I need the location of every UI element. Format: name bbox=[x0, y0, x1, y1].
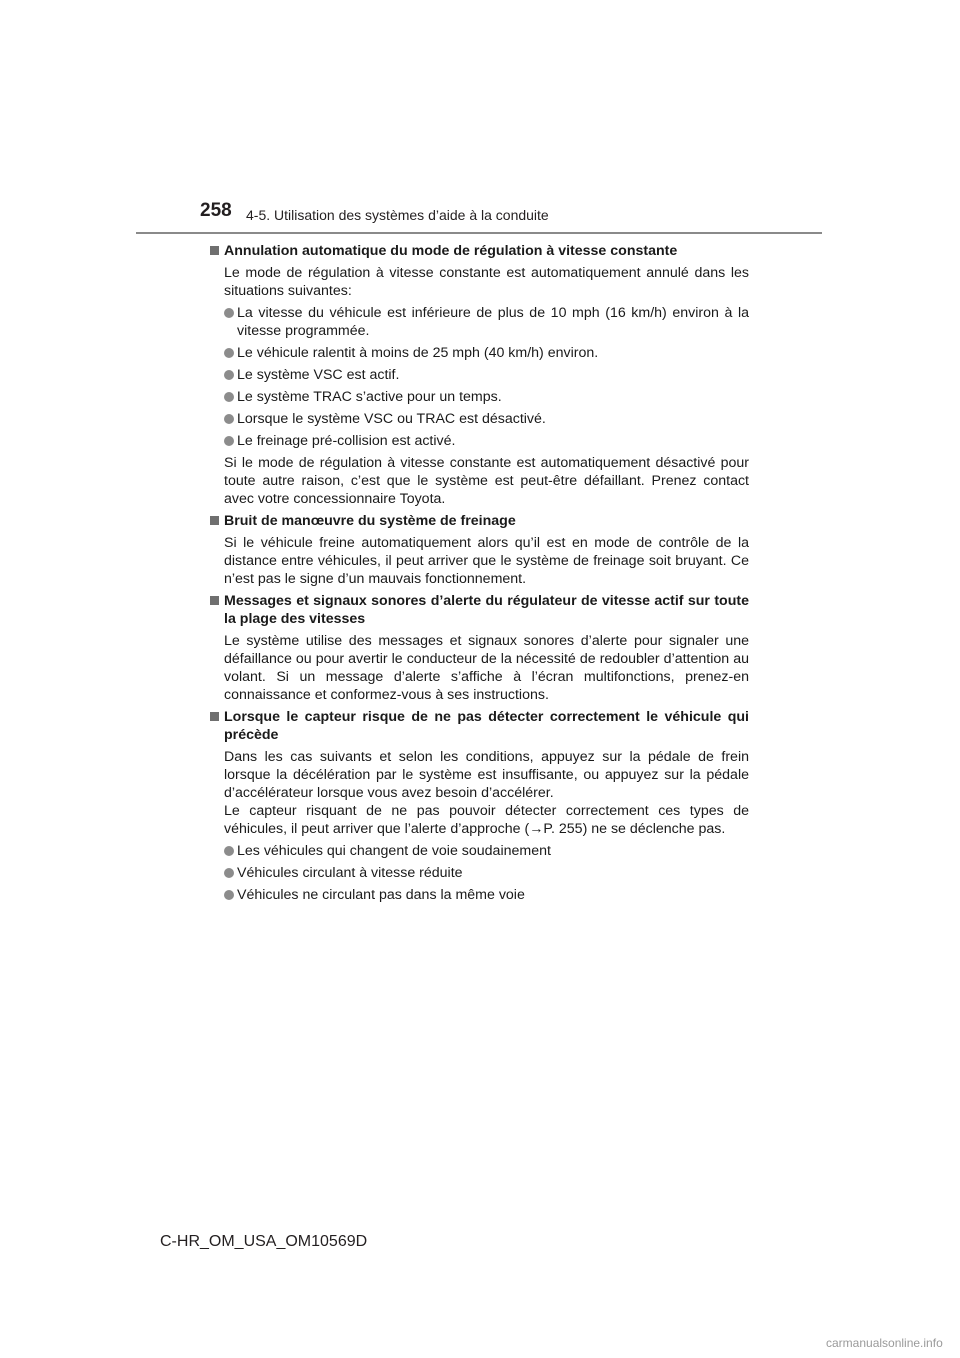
page-content bbox=[209, 242, 749, 908]
paragraph: Si le véhicule freine automatiquement alors qu’il est en mode de contrôle de la distance entre véhicules, il peut arriver que le système de freinage soit bruyant. Ce n’est pas le signe d’un mauvais fonctionnement. bbox=[224, 535, 749, 587]
section-heading-text: Lorsque le capteur risque de ne pas détecter correctement le véhicule qui précède bbox=[224, 709, 749, 743]
list-item bbox=[209, 410, 749, 428]
list-item bbox=[209, 388, 749, 406]
manual-code: C-HR_OM_USA_OM10569D bbox=[160, 1233, 368, 1250]
section-heading bbox=[209, 242, 749, 260]
round-bullet-icon bbox=[224, 414, 234, 424]
paragraph-line: Dans les cas suivants et selon les conditions, appuyez sur la pédale de frein lorsque la décélération par le système est insuffisante, ou appuyez sur la pédale d’accélérateur lorsque vous avez besoin d’accélérer. bbox=[224, 749, 749, 801]
square-bullet-icon bbox=[210, 596, 219, 605]
paragraph: Le système utilise des messages et signaux sonores d’alerte pour signaler une défaillance ou pour avertir le conducteur de la nécessité de redoubler d’attention au volant. Si un message d’alerte s’affiche à l’écran multifonctions, prenez-en connaissance et conformez-vous à ses instructions. bbox=[224, 633, 749, 703]
paragraph bbox=[209, 748, 749, 838]
section-brake-noise bbox=[209, 512, 749, 588]
square-bullet-icon bbox=[210, 246, 219, 255]
section-heading bbox=[209, 708, 749, 744]
list-item bbox=[209, 366, 749, 384]
round-bullet-icon bbox=[224, 846, 234, 856]
list-item-text: Véhicules ne circulant pas dans la même voie bbox=[237, 887, 525, 903]
page-number: 258 bbox=[200, 200, 232, 221]
running-header: 4-5. Utilisation des systèmes d’aide à la conduite bbox=[246, 207, 549, 223]
list-item-text: Le freinage pré-collision est activé. bbox=[237, 433, 456, 449]
list-item bbox=[209, 864, 749, 882]
round-bullet-icon bbox=[224, 308, 234, 318]
round-bullet-icon bbox=[224, 890, 234, 900]
round-bullet-icon bbox=[224, 348, 234, 358]
section-heading-text: Messages et signaux sonores d’alerte du régulateur de vitesse actif sur toute la plage des vitesses bbox=[224, 593, 749, 627]
section-auto-cancel bbox=[209, 242, 749, 508]
list-item bbox=[209, 304, 749, 340]
watermark: carmanualsonline.info bbox=[826, 1336, 943, 1350]
header-divider bbox=[136, 232, 822, 234]
list-item-text: La vitesse du véhicule est inférieure de plus de 10 mph (16 km/h) environ à la vitesse programmée. bbox=[237, 305, 749, 339]
section-heading bbox=[209, 592, 749, 628]
round-bullet-icon bbox=[224, 868, 234, 878]
list-item-text: Le véhicule ralentit à moins de 25 mph (40 km/h) environ. bbox=[237, 345, 599, 361]
round-bullet-icon bbox=[224, 370, 234, 380]
section-sensor-detection bbox=[209, 708, 749, 904]
list-item-text: Le système VSC est actif. bbox=[237, 367, 400, 383]
paragraph: Le mode de régulation à vitesse constante est automatiquement annulé dans les situations suivantes: bbox=[224, 265, 749, 299]
list-item bbox=[209, 842, 749, 860]
list-item bbox=[209, 344, 749, 362]
paragraph: Si le mode de régulation à vitesse constante est automatiquement désactivé pour toute autre raison, c’est que le système est peut-être défaillant. Prenez contact avec votre concessionnaire Toyota. bbox=[224, 455, 749, 507]
section-alert-messages bbox=[209, 592, 749, 704]
section-heading-text: Annulation automatique du mode de régulation à vitesse constante bbox=[224, 243, 678, 259]
section-heading-text: Bruit de manœuvre du système de freinage bbox=[224, 513, 516, 529]
list-item-text: Lorsque le système VSC ou TRAC est désactivé. bbox=[237, 411, 546, 427]
list-item bbox=[209, 432, 749, 450]
list-item-text: Véhicules circulant à vitesse réduite bbox=[237, 865, 463, 881]
section-heading bbox=[209, 512, 749, 530]
square-bullet-icon bbox=[210, 516, 219, 525]
round-bullet-icon bbox=[224, 392, 234, 402]
round-bullet-icon bbox=[224, 436, 234, 446]
list-item bbox=[209, 886, 749, 904]
list-item-text: Les véhicules qui changent de voie soudainement bbox=[237, 843, 551, 859]
square-bullet-icon bbox=[210, 712, 219, 721]
list-item-text: Le système TRAC s’active pour un temps. bbox=[237, 389, 502, 405]
paragraph-line: Le capteur risquant de ne pas pouvoir détecter correctement ces types de véhicules, il peut arriver que l’alerte d’approche (→P. 255) ne se déclenche pas. bbox=[224, 803, 749, 837]
